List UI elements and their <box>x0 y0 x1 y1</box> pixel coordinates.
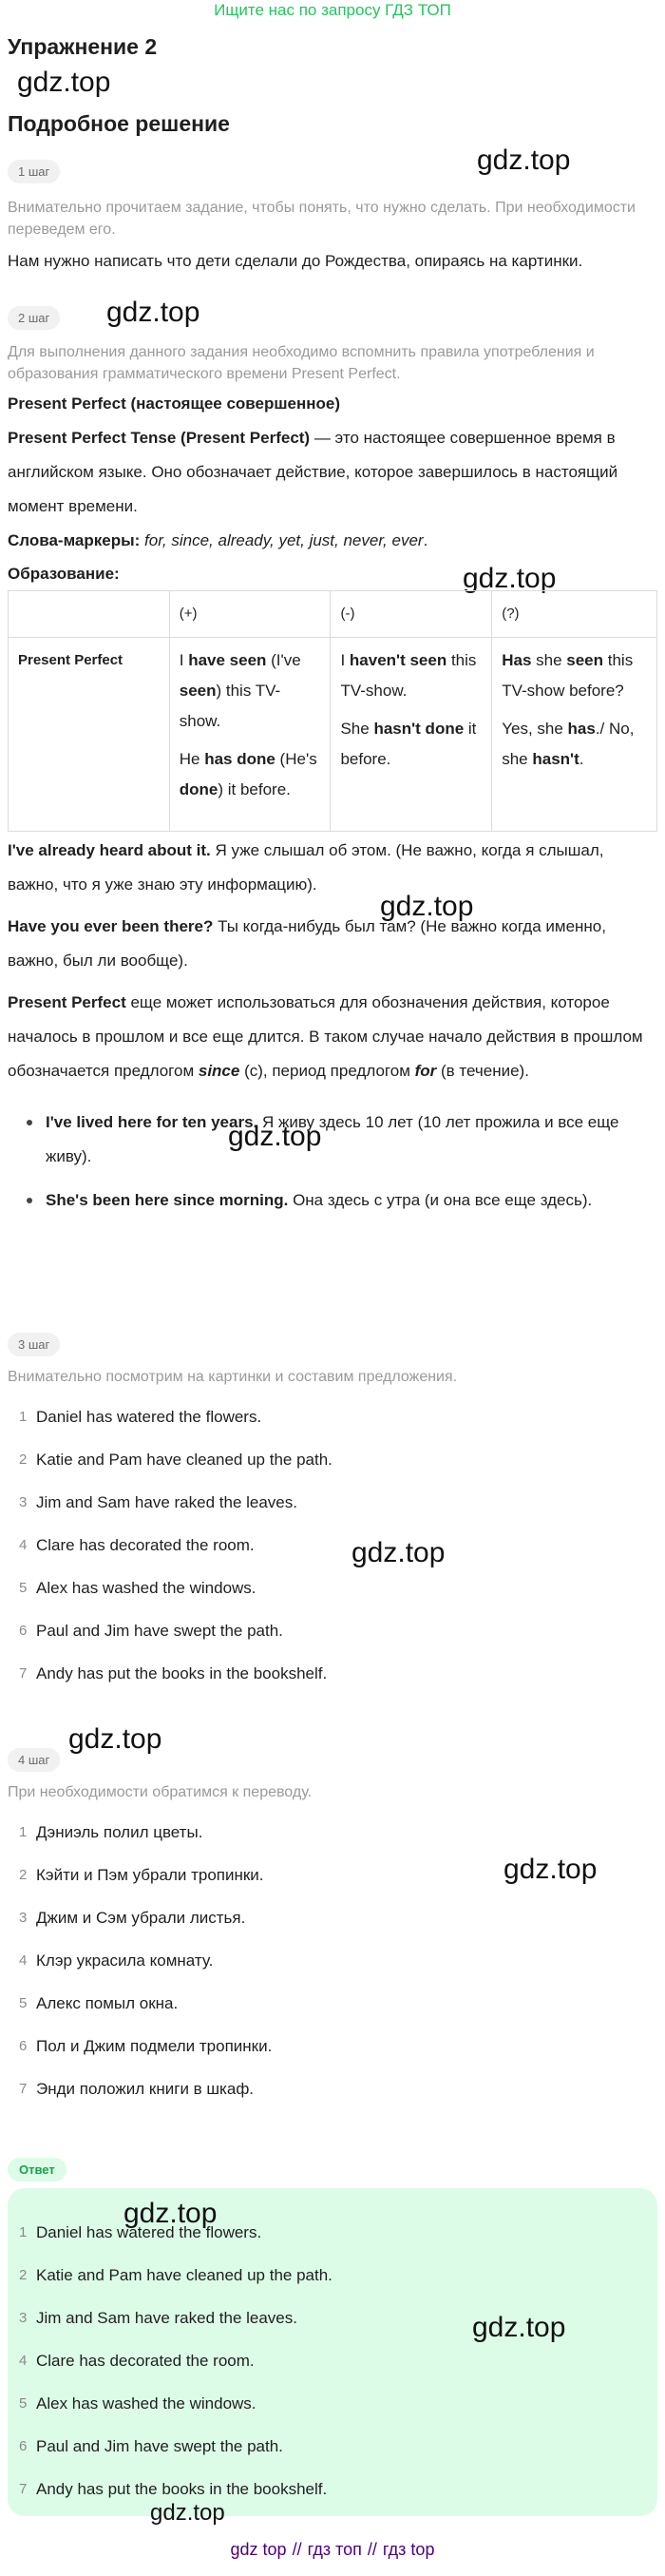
examples-list <box>8 1105 657 1218</box>
watermark: gdz.top <box>124 2198 218 2229</box>
list-item: 3 Джим и Сэм убрали листья. <box>19 1908 246 1927</box>
list-item: 2 Katie and Pam have cleaned up the path. <box>19 2265 332 2284</box>
step-badge: 2 шаг <box>8 306 60 330</box>
list-item: 4 Clare has decorated the room. <box>19 2351 255 2370</box>
step-text: Нам нужно написать что дети сделали до Рождества, опираясь на картинки. <box>8 252 583 270</box>
definition-term: Present Perfect Tense (Present Perfect) <box>8 429 311 447</box>
markers-list: for, since, already, yet, just, never, ever <box>140 531 424 549</box>
subtitle: Подробное решение <box>8 111 230 136</box>
list-item: 6 Пол и Джим подмели тропинки. <box>19 2036 273 2055</box>
list-item: 4 Clare has decorated the room. <box>19 1535 255 1554</box>
step-hint: Внимательно посмотрим на картинки и составим предложения. <box>8 1369 458 1385</box>
footer-link[interactable]: гдз top <box>382 2540 435 2559</box>
watermark: gdz.top <box>380 891 474 922</box>
list-item: 5 Alex has washed the windows. <box>19 2393 256 2413</box>
example-2: Have you ever been there? Ты когда-нибудь был там? (Не важно когда именно, важно, был ли вообще). <box>8 917 606 970</box>
definition-text: — это настоящее совершенное время в английском языке. Оно обозначает действие, которое завершилось в настоящий момент времени. <box>8 429 618 515</box>
rule-heading: Present Perfect (настоящее совершенное) <box>8 394 341 413</box>
list-item: 6 Paul and Jim have swept the path. <box>19 2436 283 2455</box>
list-item: 2 Кэйти и Пэм убрали тропинки. <box>19 1865 264 1884</box>
list-item: I've lived here for ten years. Я живу здесь 10 лет (10 лет прожила и все еще живу). <box>8 1105 657 1174</box>
watermark: gdz.top <box>228 1121 322 1152</box>
formation-table <box>8 590 657 832</box>
markers-label: Слова-маркеры: <box>8 531 141 549</box>
step-hint: При необходимости обратимся к переводу. <box>8 1784 313 1800</box>
step-1 <box>8 160 657 279</box>
list-item: 7 Энди положил книги в шкаф. <box>19 2079 255 2098</box>
table-cell-plus: I have seen (I've seen) this TV-show. He has done (He's done) it before. <box>169 638 331 832</box>
list-item: She's been here since morning. Она здесь с утра (и она все еще здесь). <box>8 1183 657 1218</box>
step-hint: Для выполнения данного задания необходимо вспомнить правила употребления и образования грамматического времени Present Perfect. <box>8 344 595 382</box>
list-item: 1 Daniel has watered the flowers. <box>19 1407 262 1426</box>
list-item: 1 Дэниэль полил цветы. <box>19 1822 203 1841</box>
step-3 <box>8 1333 657 1695</box>
list-item: 4 Клэр украсила комнату. <box>19 1951 214 1970</box>
table-header-minus: (-) <box>331 591 492 638</box>
example-1: I've already heard about it. Я уже слышал об этом. (Не важно, когда я слышал, важно, что я уже знаю эту информацию). <box>8 841 604 894</box>
watermark: gdz.top <box>17 67 111 98</box>
markers-line <box>8 524 657 558</box>
translation-list <box>8 1811 657 2110</box>
sentences-list <box>8 1395 657 1695</box>
list-item: 5 Alex has washed the windows. <box>19 1578 256 1597</box>
list-item: 6 Paul and Jim have swept the path. <box>19 1621 283 1640</box>
markers-end: . <box>423 531 428 549</box>
search-banner: Ищите нас по запросу ГДЗ ТОП <box>214 1 451 19</box>
step-4 <box>8 1748 657 2110</box>
footer-separator: // <box>292 2540 302 2559</box>
answer-box <box>8 2188 657 2516</box>
watermark: gdz.top <box>106 297 200 328</box>
page-title: Упражнение 2 <box>8 34 158 59</box>
table-cell-minus: I haven't seen this TV-show. She hasn't done it before. <box>331 638 492 832</box>
table-row <box>9 638 657 832</box>
list-item: 1 Daniel has watered the flowers. <box>19 2222 262 2241</box>
footer-link[interactable]: гдз топ <box>307 2540 362 2559</box>
table-row <box>9 591 657 638</box>
watermark: gdz.top <box>68 1723 162 1755</box>
step-badge: 4 шаг <box>8 1748 60 1772</box>
answer-label-wrap <box>8 2158 657 2182</box>
table-cell-question: Has she seen this TV-show before? Yes, she has./ No, she hasn't. <box>492 638 657 832</box>
watermark: gdz.top <box>463 563 557 594</box>
step-badge: 3 шаг <box>8 1333 60 1356</box>
step-badge: 1 шаг <box>8 160 60 183</box>
rule-definition <box>8 421 657 524</box>
table-header-plus: (+) <box>169 591 331 638</box>
footer-links <box>0 2540 665 2560</box>
table-header-question: (?) <box>492 591 657 638</box>
formation-label: Образование: <box>8 565 120 583</box>
watermark: gdz.top <box>472 2312 566 2343</box>
watermark: gdz.top <box>504 1854 598 1885</box>
list-item: 5 Алекс помыл окна. <box>19 1993 179 2012</box>
list-item: 3 Jim and Sam have raked the leaves. <box>19 1492 297 1511</box>
list-item: 7 Andy has put the books in the bookshelf. <box>19 2479 328 2498</box>
watermark: gdz.top <box>352 1537 446 1568</box>
table-cell <box>9 591 170 638</box>
footer-link[interactable]: gdz top <box>230 2540 287 2559</box>
list-item: 7 Andy has put the books in the bookshelf. <box>19 1663 328 1682</box>
continuous-rule: Present Perfect еще может использоваться для обозначения действия, которое началось в прошлом и все еще длится. В таком случае начало действия в прошлом обозначается предлогом since (с), период предлогом for (в течение). <box>8 993 643 1080</box>
list-item: 3 Jim and Sam have raked the leaves. <box>19 2308 297 2327</box>
watermark: gdz.top <box>477 144 571 176</box>
step-2 <box>8 306 657 1218</box>
answer-badge: Ответ <box>8 2158 66 2182</box>
step-hint: Внимательно прочитаем задание, чтобы понять, что нужно сделать. При необходимости переведем его. <box>8 200 636 238</box>
watermark: gdz.top <box>150 2500 225 2526</box>
footer-separator: // <box>367 2540 377 2559</box>
table-row-label: Present Perfect <box>9 638 170 832</box>
answer-list <box>8 2211 657 2510</box>
list-item: 2 Katie and Pam have cleaned up the path. <box>19 1450 332 1469</box>
